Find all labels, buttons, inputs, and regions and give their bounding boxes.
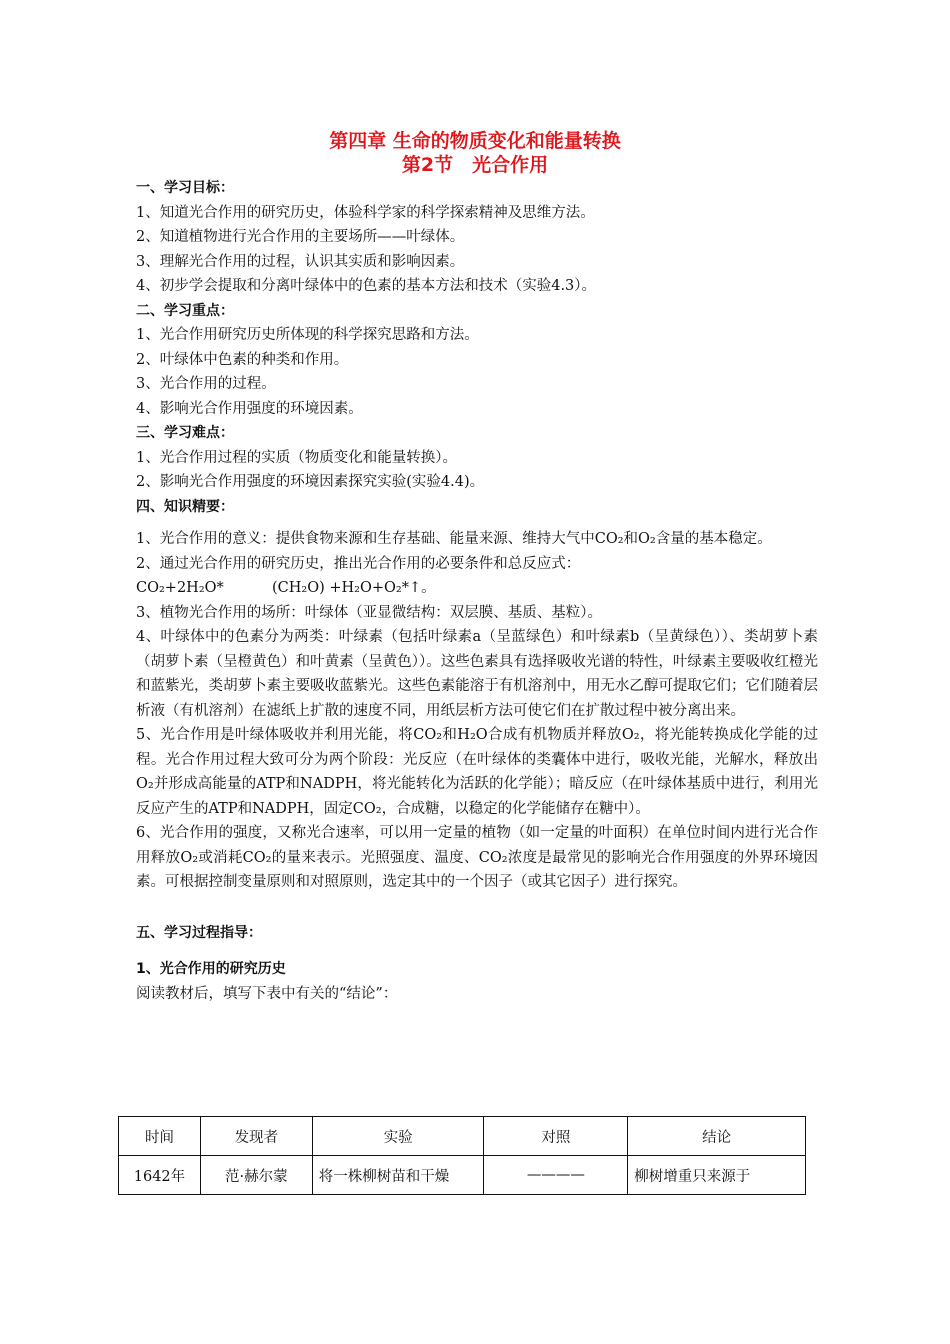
knowledge-paragraph-4: 4、叶绿体中的色素分为两类：叶绿素（包括叶绿素a（呈蓝绿色）和叶绿素b（呈黄绿色））、类胡萝卜素（胡萝卜素（呈橙黄色）和叶黄素（呈黄色））。这些色素具有选择吸收光谱的特性，叶绿素主要吸收红橙光和蓝紫光，类胡萝卜素主要吸收蓝紫光。这些色素能溶于有机溶剂中，用无水乙醇可提取它们；它们随着层析液（有机溶剂）在滤纸上扩散的速度不同，用纸层析方法可使它们在扩散过程中被分离出来。 [136,629,818,719]
goal-item: 3、理解光合作用的过程，认识其实质和影响因素。 [136,253,465,270]
knowledge-paragraph-2: 2、通过光合作用的研究历史，推出光合作用的必要条件和总反应式： [136,555,581,572]
table-row [119,1156,806,1195]
knowledge-heading: 四、知识精要： [136,498,234,515]
knowledge-paragraph-3: 3、植物光合作用的场所：叶绿体（亚显微结构：双层膜、基质、基粒）。 [136,604,602,621]
cell-experiment: 将一株柳树苗和干燥 [312,1156,484,1195]
knowledge-paragraph-5: 5、光合作用是叶绿体吸收并利用光能，将CO₂和H₂O合成有机物质并释放O₂，将光能转换成化学能的过程。光合作用过程大致可分为两个阶段：光反应（在叶绿体的类囊体中进行，吸收光能，光解水，释放出O₂并形成高能量的ATP和NADPH，将光能转化为活跃的化学能）；暗反应（在叶绿体基质中进行，利用光反应产生的ATP和NADPH，固定CO₂，合成糖，以稳定的化学能储存在糖中）。 [136,727,818,817]
column-header-conclusion: 结论 [628,1117,806,1156]
cell-control: ———— [484,1156,628,1195]
table-header-row [119,1117,806,1156]
column-header-time: 时间 [119,1117,201,1156]
knowledge-paragraph-6: 6、光合作用的强度，又称光合速率，可以用一定量的植物（如一定量的叶面积）在单位时间内进行光合作用释放O₂或消耗CO₂的量来表示。光照强度、温度、CO₂浓度是最常见的影响光合作用强度的外界环境因素。可根据控制变量原则和对照原则，选定其中的一个因子（或其它因子）进行探究。 [136,825,818,890]
research-history-heading: 1、光合作用的研究历史 [136,961,286,977]
difficulties-heading: 三、学习难点： [136,425,234,441]
key-point-item: 4、影响光合作用强度的环境因素。 [136,400,363,417]
reaction-formula [136,576,818,601]
goals-heading: 一、学习目标： [136,180,234,196]
cell-time: 1642年 [119,1156,201,1195]
key-point-item: 3、光合作用的过程。 [136,376,276,392]
key-points-heading: 二、学习重点： [136,302,234,319]
difficulty-item: 2、影响光合作用强度的环境因素探究实验(实验4.4)。 [136,474,485,490]
key-point-item: 1、光合作用研究历史所体现的科学探究思路和方法。 [136,327,479,343]
document-body [136,176,818,1006]
formula-products: (CH₂O) +H₂O+O₂*↑。 [272,580,436,596]
process-heading: 五、学习过程指导： [136,924,262,941]
cell-conclusion: 柳树增重只来源于 [628,1156,806,1195]
key-point-item: 2、叶绿体中色素的种类和作用。 [136,351,349,368]
goal-item: 1、知道光合作用的研究历史，体验科学家的科学探索精神及思维方法。 [136,204,595,221]
knowledge-paragraph-1: 1、光合作用的意义：提供食物来源和生存基础、能量来源、维持大气中CO₂和O₂含量的基本稳定。 [136,531,772,547]
goal-item: 4、初步学会提取和分离叶绿体中的色素的基本方法和技术（实验4.3）。 [136,278,597,294]
research-history-table [118,1116,806,1195]
formula-reactants: CO₂+2H₂O* [136,580,224,596]
section-title: 第2节 光合作用 [401,154,549,176]
goal-item: 2、知道植物进行光合作用的主要场所——叶绿体。 [136,229,465,245]
table-instruction: 阅读教材后，填写下表中有关的“结论”： [136,985,398,1002]
column-header-discoverer: 发现者 [200,1117,312,1156]
chapter-title: 第四章 生命的物质变化和能量转换 [329,130,621,152]
column-header-control: 对照 [484,1117,628,1156]
column-header-experiment: 实验 [312,1117,484,1156]
difficulty-item: 1、光合作用过程的实质（物质变化和能量转换）。 [136,449,457,466]
cell-discoverer: 范·赫尔蒙 [200,1156,312,1195]
